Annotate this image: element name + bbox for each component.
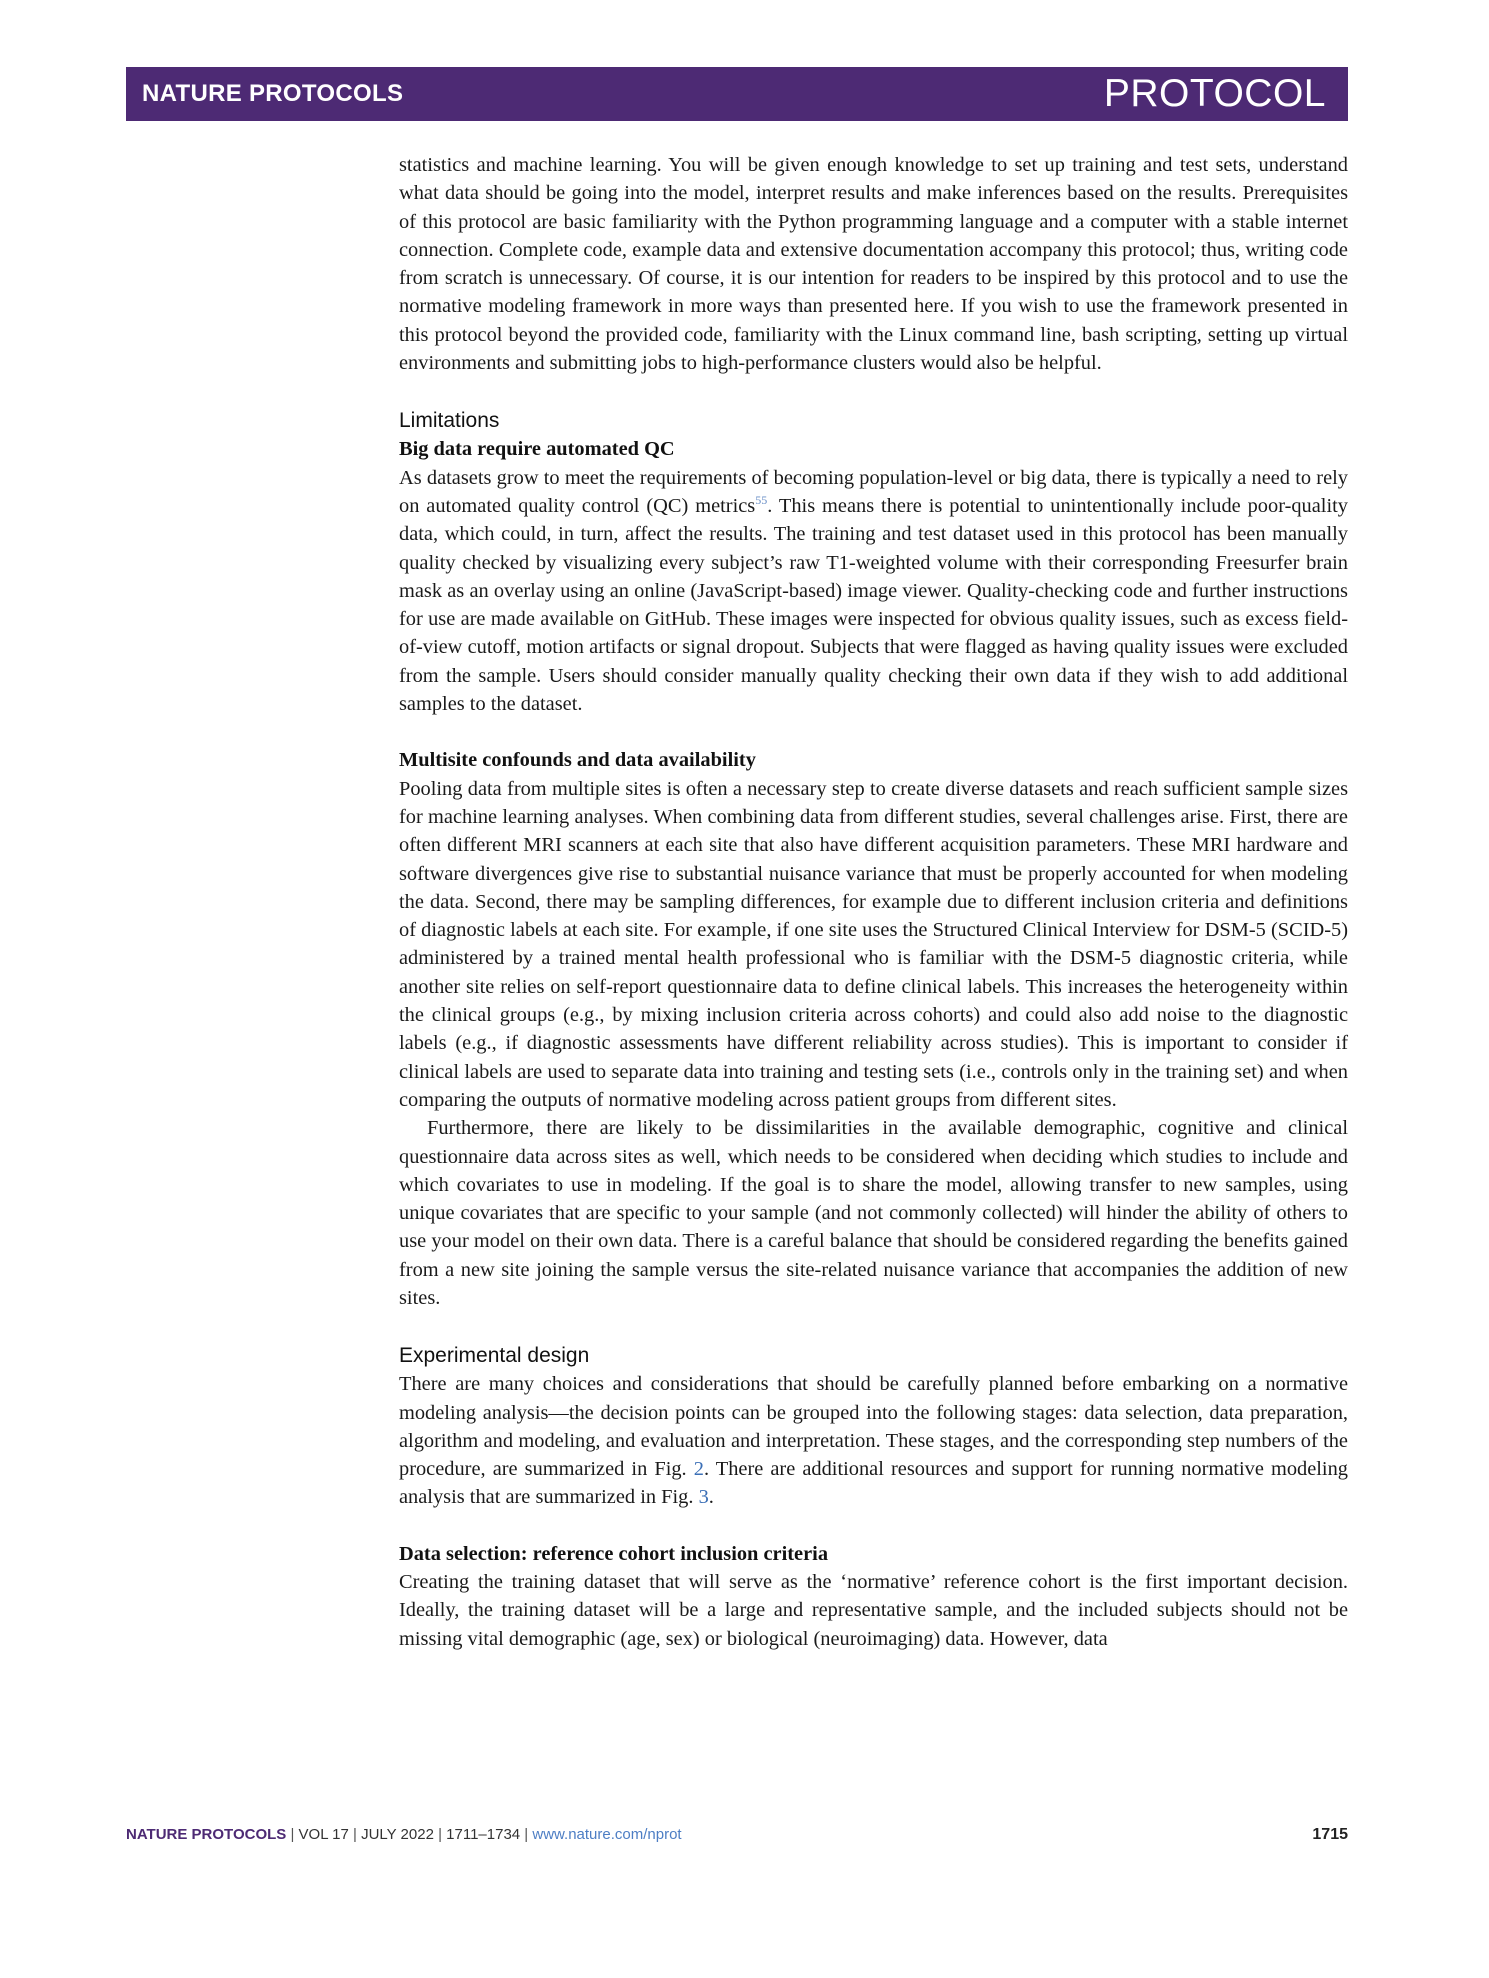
- footer-journal: NATURE PROTOCOLS: [126, 1826, 287, 1843]
- data-selection-paragraph: Creating the training dataset that will serve as the ‘normative’ reference cohort is the first important decision. Ideally, the training dataset will be a large and representative sample, and the included subjects should not be missing vital demographic (age, sex) or biological (neuroimaging) data. However, data: [399, 1571, 1348, 1650]
- figure-2-link[interactable]: 2: [693, 1458, 704, 1481]
- ed-text-part1: There are many choices and considerations that should be carefully planned before embarking on a normative modeling analysis—the decision points can be grouped into the following stages: data selection, data preparation, algorithm and modeling, and evaluation and interpretation. These stages, and the corresponding step numbers of the procedure, are summarized in Fig.: [399, 1373, 1348, 1481]
- main-text-column: [399, 151, 1348, 1653]
- ed-text-part3: .: [708, 1486, 714, 1509]
- multisite-paragraph-1: Pooling data from multiple sites is often a necessary step to create diverse datasets and reach sufficient sample sizes for machine learning analyses. When combining data from different studies, several challenges arise. First, there are often different MRI scanners at each site that also have different acquisition parameters. These MRI hardware and software divergences give rise to substantial nuisance variance that must be properly accounted for when modeling the data. Second, there may be sampling differences, for example due to different inclusion criteria and definitions of diagnostic labels at each site. For example, if one site uses the Structured Clinical Interview for DSM-5 (SCID-5) administered by a trained mental health professional who is familiar with the DSM-5 diagnostic criteria, while another site relies on self-report questionnaire data to define clinical labels. This increases the heterogeneity within the clinical groups (e.g., by mixing inclusion criteria across cohorts) and could also add noise to the diagnostic labels (e.g., if diagnostic assessments have different reliability across studies). This is important to consider if clinical labels are used to separate data into training and testing sets (i.e., controls only in the training set) and when comparing the outputs of normative modeling across patient groups from different sites.: [399, 777, 1348, 1111]
- ed-text-part2: . There are additional resources and support for running normative modeling analysis that are summarized in Fig.: [399, 1458, 1348, 1509]
- page-number: 1715: [1312, 1826, 1348, 1843]
- multisite-paragraph-2: Furthermore, there are likely to be dissimilarities in the available demographic, cognitive and clinical questionnaire data across sites as well, which needs to be considered when deciding which studies to include and which covariates to use in modeling. If the goal is to share the model, allowing transfer to new samples, using unique covariates that are specific to your sample (and not commonly collected) will hinder the ability of others to use your model on their own data. There is a careful balance that should be considered regarding the benefits gained from a new site joining the sample versus the site-related nuisance variance that accompanies the addition of new sites.: [399, 1117, 1348, 1309]
- intro-paragraph: statistics and machine learning. You will be given enough knowledge to set up training and test sets, understand what data should be going into the model, interpret results and make inferences based on the results. Prerequisites of this protocol are basic familiarity with the Python programming language and a computer with a stable internet connection. Complete code, example data and extensive documentation accompany this protocol; thus, writing code from scratch is unnecessary. Of course, it is our intention for readers to be inspired by this protocol and to use the normative modeling framework in more ways than presented here. If you wish to use the framework presented in this protocol beyond the provided code, familiarity with the Linux command line, bash scripting, setting up virtual environments and submitting jobs to high-performance clusters would also be helpful.: [399, 154, 1348, 375]
- journal-name: NATURE PROTOCOLS: [142, 80, 404, 107]
- qc-text-before: As datasets grow to meet the requirements of becoming population-level or big data, there is typically a need to rely on automated quality control (QC) metrics: [399, 466, 1348, 517]
- article-type: PROTOCOL: [1103, 72, 1326, 115]
- footer-pages: 1711–1734: [446, 1826, 521, 1843]
- data-selection-subheading: Data selection: reference cohort inclusion criteria: [399, 1542, 829, 1565]
- footer-divider: |: [520, 1826, 533, 1843]
- qc-subheading: Big data require automated QC: [399, 438, 675, 461]
- page-footer: [126, 1826, 1348, 1850]
- citation-55[interactable]: 55: [755, 493, 768, 508]
- qc-text-after: . This means there is potential to unintentionally include poor-quality data, which could, in turn, affect the results. The training and test dataset used in this protocol has been manually quality checked by visualizing every subject’s raw T1-weighted volume with their corresponding Freesurfer brain mask as an overlay using an online (JavaScript-based) image viewer. Quality-checking code and further instructions for use are made available on GitHub. These images were inspected for obvious quality issues, such as excess field-of-view cutoff, motion artifacts or signal dropout. Subjects that were flagged as having quality issues were excluded from the sample. Users should consider manually quality checking their own data if they wish to add additional samples to the dataset.: [399, 494, 1348, 716]
- qc-paragraph: [399, 464, 1348, 719]
- journal-header-bar: [126, 67, 1348, 121]
- experimental-design-heading: Experimental design: [399, 1344, 590, 1368]
- footer-volume: VOL 17: [298, 1826, 349, 1843]
- figure-3-link[interactable]: 3: [698, 1486, 709, 1509]
- footer-divider: |: [348, 1826, 362, 1843]
- experimental-design-paragraph: [399, 1370, 1348, 1511]
- footer-url[interactable]: www.nature.com/nprot: [532, 1826, 682, 1843]
- footer-divider: |: [286, 1826, 299, 1843]
- multisite-subheading: Multisite confounds and data availability: [399, 749, 756, 772]
- limitations-heading: Limitations: [399, 409, 500, 433]
- footer-divider: |: [433, 1826, 447, 1843]
- footer-date: JULY 2022: [361, 1826, 434, 1843]
